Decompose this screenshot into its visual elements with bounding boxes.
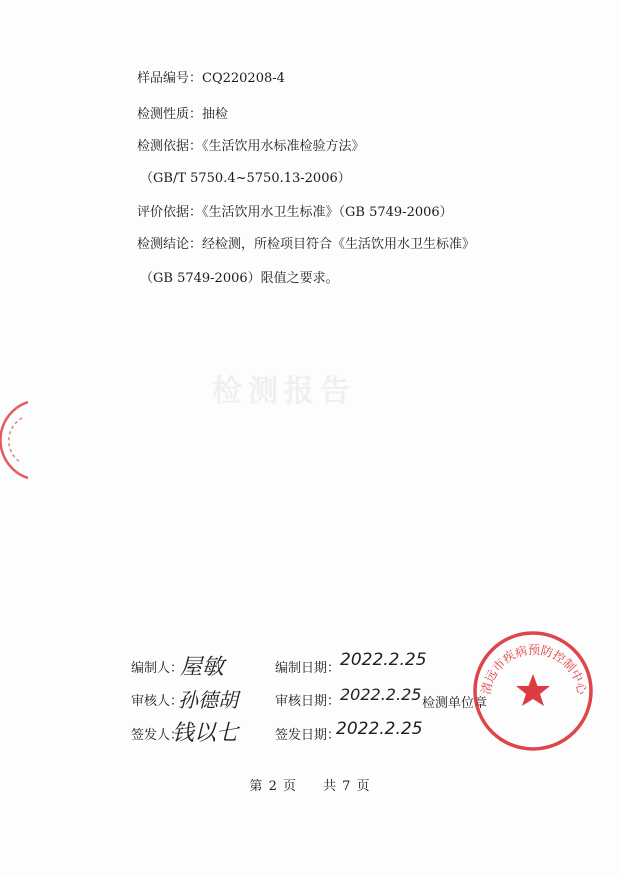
approve-date-label: 签发日期：: [275, 728, 341, 743]
evaluation-basis-line: [137, 204, 453, 222]
page-suffix: 页: [282, 779, 297, 794]
total-suffix: 页: [356, 779, 371, 794]
conclusion-line: [137, 236, 475, 254]
conclusion-continuation: （GB 5749-2006）限值之要求。: [140, 271, 339, 286]
reviewer-label: 审核人：: [131, 694, 184, 709]
inspection-basis-line: [137, 138, 365, 156]
page-prefix: 第: [249, 779, 264, 794]
approver-signature: 钱以七: [172, 721, 239, 746]
inspection-basis-continuation: （GB/T 5750.4~5750.13-2006）: [140, 171, 351, 186]
page-number: 2: [268, 779, 278, 794]
inspection-nature-line: [137, 106, 228, 124]
review-date: 2022.2.25: [340, 685, 422, 704]
seal-star-icon: [516, 674, 550, 706]
seal-text: 清远市疾病预防控制中心: [478, 643, 590, 696]
sample-number-label: 样品编号：: [137, 71, 203, 86]
approve-date: 2022.2.25: [336, 719, 423, 739]
compile-date: 2022.2.25: [340, 650, 427, 670]
evaluation-basis-value: 《生活饮用水卫生标准》（GB 5749-2006）: [202, 205, 453, 220]
page-footer: [0, 775, 620, 794]
inspection-unit-seal-label: 检测单位章: [422, 696, 488, 711]
compiler-label: 编制人：: [131, 661, 184, 676]
background-watermark: 检测报告: [212, 374, 356, 409]
compile-date-label: 编制日期：: [275, 661, 341, 676]
official-seal-stamp: [470, 628, 596, 754]
partial-seal-edge: [0, 400, 28, 480]
inspection-nature-label: 检测性质：: [137, 107, 203, 122]
inspection-nature-value: 抽检: [202, 107, 229, 122]
sample-number-value: CQ220208-4: [202, 71, 285, 86]
approver-label: 签发人：: [131, 728, 184, 743]
reviewer-signature: 孙德胡: [178, 688, 238, 712]
inspection-basis-value: 《生活饮用水标准检验方法》: [202, 139, 365, 154]
conclusion-label: 检测结论：: [137, 237, 203, 252]
evaluation-basis-label: 评价依据：: [137, 205, 203, 220]
compiler-signature: 屋敏: [180, 655, 225, 680]
review-date-label: 审核日期：: [275, 694, 341, 709]
sample-number-line: [137, 70, 285, 88]
conclusion-value: 经检测，所检项目符合《生活饮用水卫生标准》: [202, 237, 476, 252]
total-pages: 7: [342, 779, 352, 794]
inspection-basis-label: 检测依据：: [137, 139, 203, 154]
total-prefix: 共: [323, 779, 338, 794]
